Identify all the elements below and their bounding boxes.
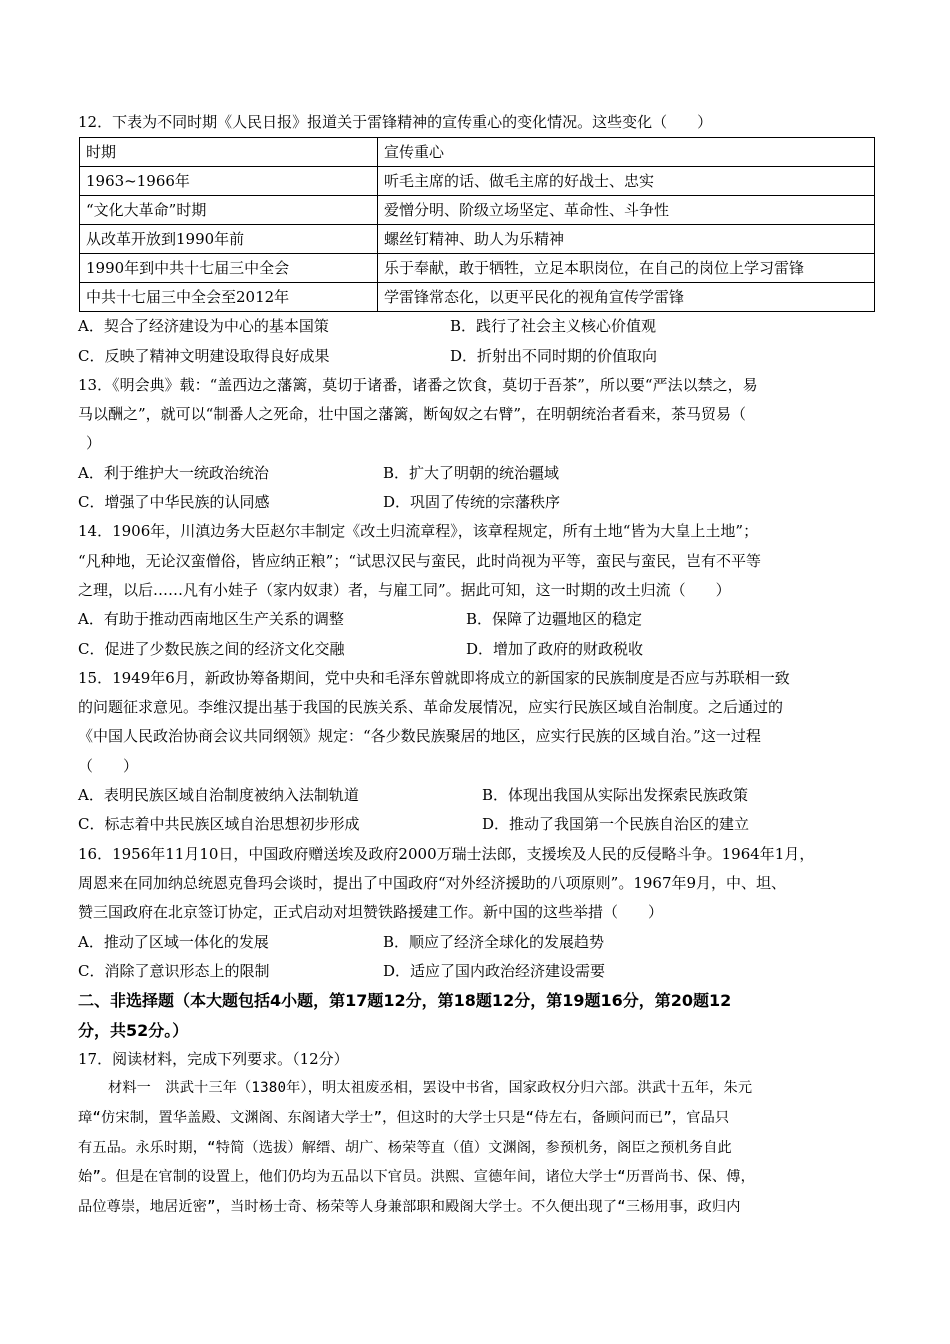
q15-line: 的问题征求意见。李维汉提出基于我国的民族关系、革命发展情况，应实行民族区域自治制度。之后通过的 bbox=[78, 698, 784, 717]
q13-line: ） bbox=[86, 434, 102, 453]
q12-table bbox=[79, 137, 875, 312]
q16-options-row-2 bbox=[78, 957, 878, 986]
table-cell: 螺丝钉精神、助人为乐精神 bbox=[378, 225, 875, 254]
option-a: A．契合了经济建设为中心的基本国策 bbox=[78, 317, 329, 336]
q14-options-row-2 bbox=[78, 635, 878, 664]
q16-line: 16．1956年11月10日，中国政府赠送埃及政府2000万瑞士法郎，支援埃及人民的反侵略斗争。1964年1月， bbox=[78, 844, 815, 863]
section-heading-line: 二、非选择题（本大题包括4小题，第17题12分，第18题12分，第19题16分，第20题12 bbox=[78, 991, 732, 1011]
option-d: D．巩固了传统的宗藩秩序 bbox=[383, 493, 561, 512]
material-line: 璋“仿宋制，置华盖殿、文渊阁、东阁诸大学士”，但这时的大学士只是“侍左右，备顾问而已”，官品只 bbox=[78, 1110, 730, 1127]
option-c: C．促进了少数民族之间的经济文化交融 bbox=[78, 639, 345, 658]
table-row bbox=[80, 196, 875, 225]
material-line: 材料一 洪武十三年（1380年），明太祖废丞相，罢设中书省，国家政权分归六部。洪武十五年，朱元 bbox=[108, 1080, 753, 1097]
option-b: B．体现出我国从实际出发探索民族政策 bbox=[482, 786, 749, 805]
q14-line: 之理，以后……凡有小娃子（家内奴隶）者，与雇工同”。据此可知，这一时期的改土归流（ ） bbox=[78, 580, 731, 599]
q14-line: 14．1906年，川滇边务大臣赵尔丰制定《改土归流章程》，该章程规定，所有土地“皆为大皇上土地”； bbox=[78, 522, 759, 541]
q13-options-row-2 bbox=[78, 488, 878, 517]
material-line: 始”。但是在官制的设置上，他们仍均为五品以下官员。洪熙、宣德年间，诸位大学士“历晋尚书、保、傅， bbox=[78, 1169, 755, 1186]
option-b: B．顺应了经济全球化的发展趋势 bbox=[383, 932, 605, 951]
table-cell: 学雷锋常态化，以更平民化的视角宣传学雷锋 bbox=[378, 283, 875, 312]
q14-line: “凡种地，无论汉蛮僧俗，皆应纳正粮”；“试思汉民与蛮民，此时尚视为平等，蛮民与蛮民，岂有不平等 bbox=[78, 551, 762, 570]
q15-line: （ ） bbox=[78, 756, 139, 775]
q15-line: 《中国人民政治协商会议共同纲领》规定：“各少数民族聚居的地区，应实行民族的区域自治。”这一过程 bbox=[78, 727, 761, 746]
q14-options-row-1 bbox=[78, 605, 878, 634]
option-c: C．标志着中共民族区域自治思想初步形成 bbox=[78, 815, 360, 834]
option-b: B．践行了社会主义核心价值观 bbox=[450, 317, 657, 336]
q13-line: 13．《明会典》载：“盖西边之藩篱，莫切于诸番，诸番之饮食，莫切于吾茶”，所以要“严法以禁之，易 bbox=[78, 375, 758, 394]
q13-options-row-1 bbox=[78, 459, 878, 488]
table-row bbox=[80, 283, 875, 312]
table-cell: “文化大革命”时期 bbox=[80, 196, 378, 225]
table-row bbox=[80, 225, 875, 254]
q15-options-row-1 bbox=[78, 781, 878, 810]
option-c: C．增强了中华民族的认同感 bbox=[78, 493, 270, 512]
table-cell: 听毛主席的话、做毛主席的好战士、忠实 bbox=[378, 167, 875, 196]
option-a: A．表明民族区域自治制度被纳入法制轨道 bbox=[78, 786, 359, 805]
option-a: A．有助于推动西南地区生产关系的调整 bbox=[78, 610, 344, 629]
q15-options-row-2 bbox=[78, 810, 878, 839]
option-d: D．推动了我国第一个民族自治区的建立 bbox=[482, 815, 750, 834]
table-row bbox=[80, 254, 875, 283]
q13-line: 马以酬之”，就可以“制番人之死命，壮中国之藩篱，断匈奴之右臂”，在明朝统治者看来，茶马贸易（ bbox=[78, 405, 747, 424]
table-cell: 中共十七届三中全会至2012年 bbox=[80, 283, 378, 312]
table-header-row bbox=[80, 138, 875, 167]
table-header-cell: 宣传重心 bbox=[378, 138, 875, 167]
q17-material bbox=[78, 1074, 878, 1222]
q12-stem: 12．下表为不同时期《人民日报》报道关于雷锋精神的宣传重心的变化情况。这些变化（ ） bbox=[78, 113, 713, 131]
q16-line: 周恩来在同加纳总统恩克鲁玛会谈时，提出了中国政府“对外经济援助的八项原则”。1967年9月，中、坦、 bbox=[78, 873, 787, 892]
table-cell: 从改革开放到1990年前 bbox=[80, 225, 378, 254]
material-line: 品位尊崇，地居近密”，当时杨士奇、杨荣等人身兼部职和殿阁大学士。不久便出现了“三杨用事，政归内 bbox=[78, 1199, 741, 1216]
table-cell: 爱憎分明、阶级立场坚定、革命性、斗争性 bbox=[378, 196, 875, 225]
exam-page bbox=[78, 108, 878, 1223]
q15-line: 15．1949年6月，新政协筹备期间，党中央和毛泽东曾就即将成立的新国家的民族制度是否应与苏联相一致 bbox=[78, 668, 790, 687]
option-a: A．推动了区域一体化的发展 bbox=[78, 932, 269, 951]
table-row bbox=[80, 167, 875, 196]
q12-options-row-2 bbox=[78, 342, 878, 371]
table-header-cell: 时期 bbox=[80, 138, 378, 167]
q12-options-row-1 bbox=[78, 312, 878, 341]
q16-line: 赞三国政府在北京签订协定，正式启动对坦赞铁路援建工作。新中国的这些举措（ ） bbox=[78, 903, 664, 922]
table-cell: 乐于奉献，敢于牺牲，立足本职岗位，在自己的岗位上学习雷锋 bbox=[378, 254, 875, 283]
option-d: D．适应了国内政治经济建设需要 bbox=[383, 961, 606, 980]
option-d: D．折射出不同时期的价值取向 bbox=[450, 346, 658, 365]
q16-options-row-1 bbox=[78, 928, 878, 957]
table-cell: 1963~1966年 bbox=[80, 167, 378, 196]
option-c: C．消除了意识形态上的限制 bbox=[78, 961, 270, 980]
option-b: B．扩大了明朝的统治疆域 bbox=[383, 463, 560, 482]
option-c: C．反映了精神文明建设取得良好成果 bbox=[78, 346, 330, 365]
q17-stem: 17．阅读材料，完成下列要求。（12分） bbox=[78, 1050, 349, 1069]
option-d: D．增加了政府的财政税收 bbox=[466, 639, 644, 658]
section-heading-line: 分，共52分。） bbox=[78, 1020, 189, 1040]
material-line: 有五品。永乐时期，“特简（选拔）解缙、胡广、杨荣等直（值）文渊阁，参预机务，阁臣之预机务自此 bbox=[78, 1139, 732, 1156]
option-a: A．利于维护大一统政治统治 bbox=[78, 463, 269, 482]
option-b: B．保障了边疆地区的稳定 bbox=[466, 610, 643, 629]
table-cell: 1990年到中共十七届三中全会 bbox=[80, 254, 378, 283]
section-heading bbox=[78, 986, 878, 1045]
